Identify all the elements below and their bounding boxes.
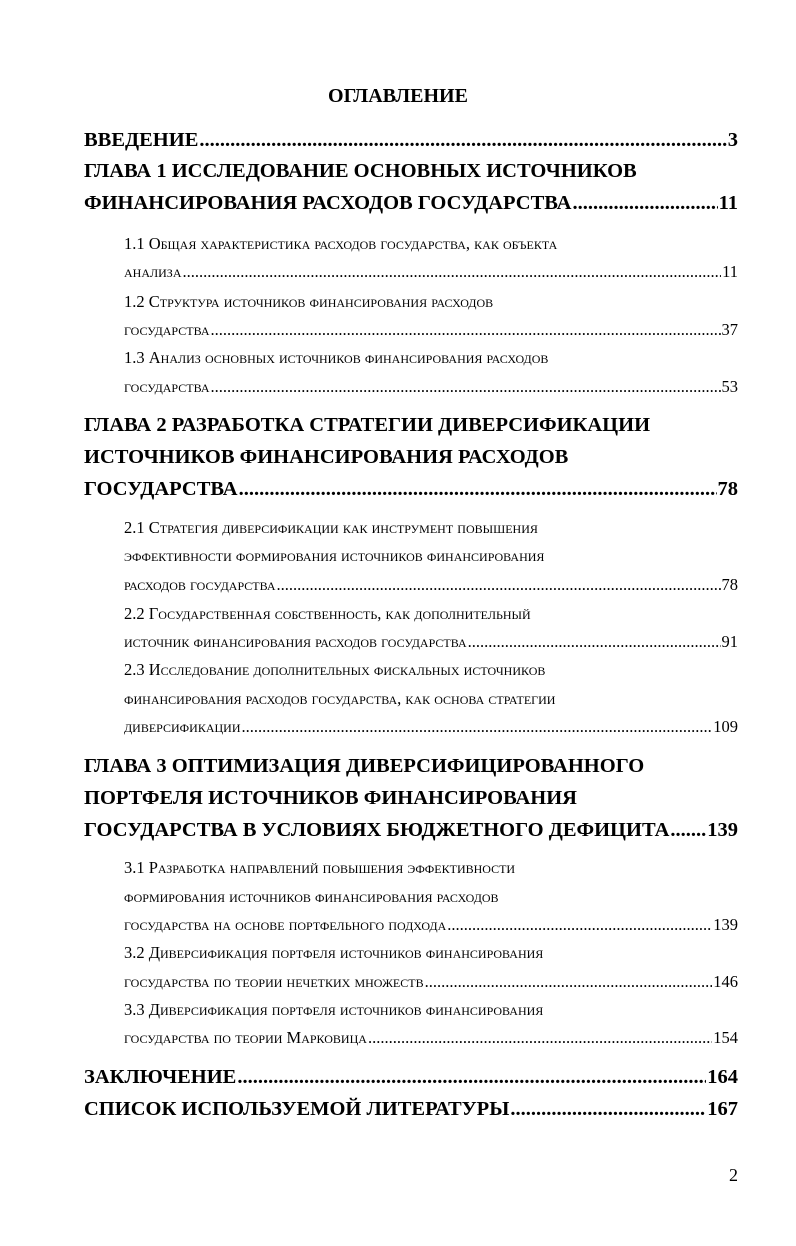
toc-entry-title: ВВЕДЕНИЕ <box>84 129 199 151</box>
toc-chapter-3[interactable] <box>84 815 738 845</box>
toc-section-1-1-line-1[interactable]: 1.1 Общая характеристика расходов государства, как объекта <box>124 234 558 253</box>
leader-dots <box>211 375 721 399</box>
toc-page-number: 154 <box>713 1028 738 1047</box>
toc-entry-title: ФИНАНСИРОВАНИЯ РАСХОДОВ ГОСУДАРСТВА <box>84 192 572 214</box>
toc-page-number: 78 <box>717 478 738 500</box>
toc-page-number: 164 <box>707 1066 738 1088</box>
leader-dots <box>277 573 721 597</box>
toc-section-2-2[interactable] <box>124 630 738 654</box>
toc-section-2-3[interactable] <box>124 715 738 739</box>
toc-page-number: 139 <box>713 915 738 934</box>
toc-entry-introduction[interactable] <box>84 125 738 155</box>
toc-entry-references[interactable] <box>84 1094 738 1124</box>
toc-title: ОГЛАВЛЕНИЕ <box>328 85 468 107</box>
toc-page-number: 146 <box>713 972 738 991</box>
toc-section-1-1[interactable] <box>124 260 738 284</box>
leader-dots <box>199 125 726 155</box>
leader-dots <box>670 815 706 845</box>
toc-section-1-3[interactable] <box>124 375 738 399</box>
toc-section-1-2[interactable] <box>124 318 738 342</box>
toc-entry-title: анализа <box>124 262 182 281</box>
toc-page-number: 11 <box>722 262 738 281</box>
toc-section-3-3-line-1[interactable]: 3.3 Диверсификация портфеля источников финансирования <box>124 1000 544 1019</box>
leader-dots <box>425 970 713 994</box>
toc-entry-title: источник финансирования расходов государства <box>124 632 467 651</box>
leader-dots <box>242 715 713 739</box>
toc-entry-title: государства на основе портфельного подхода <box>124 915 447 934</box>
leader-dots <box>468 630 721 654</box>
leader-dots <box>211 318 721 342</box>
leader-dots <box>239 474 717 504</box>
toc-section-2-3-line-2[interactable]: финансирования расходов государства, как основа стратегии <box>124 689 556 708</box>
toc-entry-title: государства по теории нечетких множеств <box>124 972 424 991</box>
toc-entry-conclusion[interactable] <box>84 1062 738 1092</box>
toc-chapter-1-line-1[interactable]: ГЛАВА 1 ИССЛЕДОВАНИЕ ОСНОВНЫХ ИСТОЧНИКОВ <box>84 160 637 182</box>
toc-section-2-1[interactable] <box>124 573 738 597</box>
toc-page-number: 37 <box>721 320 738 339</box>
toc-section-3-1-line-2[interactable]: формирования источников финансирования расходов <box>124 887 499 906</box>
toc-section-3-1-line-1[interactable]: 3.1 Разработка направлений повышения эффективности <box>124 858 516 877</box>
toc-section-1-2-line-1[interactable]: 1.2 Структура источников финансирования расходов <box>124 292 494 311</box>
toc-page-number: 3 <box>727 129 738 151</box>
leader-dots <box>368 1026 712 1050</box>
toc-chapter-3-line-2[interactable]: ПОРТФЕЛЯ ИСТОЧНИКОВ ФИНАНСИРОВАНИЯ <box>84 787 577 809</box>
leader-dots <box>237 1062 706 1092</box>
page-number: 2 <box>729 1165 738 1185</box>
toc-page-number: 91 <box>721 632 738 651</box>
toc-chapter-2-line-1[interactable]: ГЛАВА 2 РАЗРАБОТКА СТРАТЕГИИ ДИВЕРСИФИКАЦИИ <box>84 414 651 436</box>
toc-entry-title: государства <box>124 377 210 396</box>
toc-page-number: 78 <box>721 575 738 594</box>
toc-chapter-2[interactable] <box>84 474 738 504</box>
toc-entry-title: диверсификации <box>124 717 241 736</box>
toc-section-3-2[interactable] <box>124 970 738 994</box>
toc-chapter-2-line-2[interactable]: ИСТОЧНИКОВ ФИНАНСИРОВАНИЯ РАСХОДОВ <box>84 446 569 468</box>
toc-section-2-1-line-1[interactable]: 2.1 Стратегия диверсификации как инструмент повышения <box>124 518 538 537</box>
toc-entry-title: государства по теории Марковица <box>124 1028 367 1047</box>
leader-dots <box>182 260 721 284</box>
leader-dots <box>510 1094 706 1124</box>
toc-section-1-3-line-1[interactable]: 1.3 Анализ основных источников финансирования расходов <box>124 348 549 367</box>
toc-chapter-3-line-1[interactable]: ГЛАВА 3 ОПТИМИЗАЦИЯ ДИВЕРСИФИЦИРОВАННОГО <box>84 755 645 777</box>
toc-page-number: 11 <box>718 192 738 214</box>
toc-entry-title: ГОСУДАРСТВА В УСЛОВИЯХ БЮДЖЕТНОГО ДЕФИЦИТА <box>84 819 670 841</box>
toc-page-number: 109 <box>713 717 738 736</box>
leader-dots <box>572 188 717 218</box>
toc-section-2-3-line-1[interactable]: 2.3 Исследование дополнительных фискальных источников <box>124 660 546 679</box>
toc-section-3-1[interactable] <box>124 913 738 937</box>
toc-page-number: 139 <box>707 819 738 841</box>
leader-dots <box>447 913 712 937</box>
toc-entry-title: ГОСУДАРСТВА <box>84 478 238 500</box>
toc-section-2-1-line-2[interactable]: эффективности формирования источников финансирования <box>124 546 545 565</box>
toc-chapter-1[interactable] <box>84 188 738 218</box>
toc-section-3-3[interactable] <box>124 1026 738 1050</box>
toc-entry-title: СПИСОК ИСПОЛЬЗУЕМОЙ ЛИТЕРАТУРЫ <box>84 1098 510 1120</box>
toc-entry-title: расходов государства <box>124 575 276 594</box>
toc-entry-title: ЗАКЛЮЧЕНИЕ <box>84 1066 237 1088</box>
toc-section-3-2-line-1[interactable]: 3.2 Диверсификация портфеля источников финансирования <box>124 943 544 962</box>
toc-section-2-2-line-1[interactable]: 2.2 Государственная собственность, как дополнительный <box>124 604 531 623</box>
toc-page-number: 53 <box>721 377 738 396</box>
toc-page-number: 167 <box>707 1098 738 1120</box>
toc-entry-title: государства <box>124 320 210 339</box>
